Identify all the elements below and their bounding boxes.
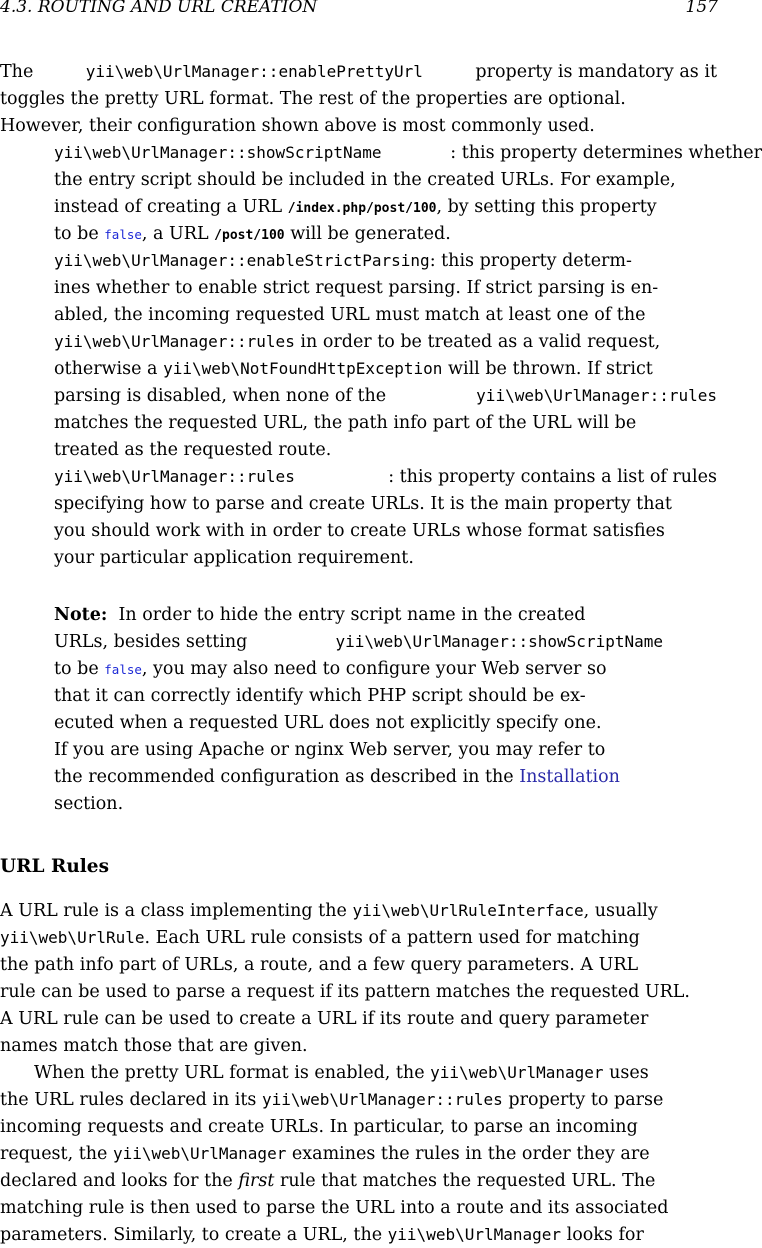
- paragraph-line: declared and looks for the first rule that matches the requested URL. The: [0, 1171, 656, 1191]
- list-item-line: instead of creating a URL /index.php/post/100, by setting this property: [54, 197, 657, 217]
- list-item-line: specifying how to parse and create URLs. It is the main property that: [54, 494, 672, 514]
- paragraph-line: names match those that are given.: [0, 1036, 308, 1056]
- paragraph-line: the URL rules declared in its yii\web\UrlManager::rules property to parse: [0, 1090, 664, 1110]
- list-item-line: matches the requested URL, the path info part of the URL will be: [54, 413, 637, 433]
- list-item-line: otherwise a yii\web\NotFoundHttpException will be thrown. If strict: [54, 359, 653, 379]
- note-line: URLs, besides setting yii\web\UrlManager::showScriptName: [54, 632, 663, 652]
- false-link[interactable]: false: [104, 227, 142, 242]
- list-item-line: you should work with in order to create URLs whose format satisfies: [54, 521, 665, 541]
- paragraph-line: the path info part of URLs, a route, and a few query parameters. A URL: [0, 955, 639, 975]
- list-item-line: the entry script should be included in the created URLs. For example,: [54, 170, 676, 190]
- list-item-line: parsing is disabled, when none of the yii\web\UrlManager::rules: [54, 386, 717, 406]
- paragraph-line: incoming requests and create URLs. In particular, to parse an incoming: [0, 1117, 638, 1137]
- list-item-line: your particular application requirement.: [54, 548, 414, 568]
- section-heading: URL Rules: [0, 856, 109, 877]
- list-item-line: yii\web\UrlManager::rules in order to be treated as a valid request,: [54, 332, 661, 352]
- list-item-line: treated as the requested route.: [54, 440, 332, 460]
- paragraph-line: request, the yii\web\UrlManager examines the rules in the order they are: [0, 1144, 650, 1164]
- paragraph-line: The yii\web\UrlManager::enablePrettyUrl property is mandatory as it: [0, 62, 717, 82]
- note-line: ecuted when a requested URL does not explicitly specify one.: [54, 713, 602, 733]
- installation-link[interactable]: Installation: [519, 767, 620, 787]
- paragraph-line: yii\web\UrlRule. Each URL rule consists of a pattern used for matching: [0, 928, 640, 948]
- list-item-line: yii\web\UrlManager::enableStrictParsing: this property determ-: [54, 251, 632, 271]
- note-line: If you are using Apache or nginx Web server, you may refer to: [54, 740, 606, 760]
- note-line: the recommended configuration as described in the Installation: [54, 767, 620, 787]
- paragraph-line: toggles the pretty URL format. The rest of the properties are optional.: [0, 89, 626, 109]
- paragraph-line: When the pretty URL format is enabled, the yii\web\UrlManager uses: [34, 1063, 649, 1083]
- note-line: to be false, you may also need to configure your Web server so: [54, 659, 607, 679]
- paragraph-line: However, their configuration shown above is most commonly used.: [0, 116, 595, 136]
- list-item-line: yii\web\UrlManager::showScriptName : this property determines whether: [54, 143, 762, 163]
- false-link[interactable]: false: [104, 662, 142, 677]
- list-item-line: yii\web\UrlManager::rules : this property contains a list of rules: [54, 467, 717, 487]
- list-item-line: to be false, a URL /post/100 will be generated.: [54, 224, 451, 244]
- paragraph-line: matching rule is then used to parse the URL into a route and its associated: [0, 1198, 669, 1218]
- running-header: [0, 0, 718, 21]
- paragraph-line: parameters. Similarly, to create a URL, the yii\web\UrlManager looks for: [0, 1225, 644, 1245]
- list-item-line: ines whether to enable strict request parsing. If strict parsing is en-: [54, 278, 659, 298]
- note-label: Note:: [54, 605, 108, 625]
- note-line: Note: In order to hide the entry script name in the created: [54, 605, 586, 625]
- page-number: 157: [685, 0, 718, 17]
- running-header-title: 4.3. ROUTING AND URL CREATION: [0, 0, 318, 17]
- note-line: that it can correctly identify which PHP script should be ex-: [54, 686, 586, 706]
- list-item-line: abled, the incoming requested URL must match at least one of the: [54, 305, 646, 325]
- paragraph-line: rule can be used to parse a request if its pattern matches the requested URL.: [0, 982, 690, 1002]
- paragraph-line: A URL rule can be used to create a URL if its route and query parameter: [0, 1009, 649, 1029]
- paragraph-line: A URL rule is a class implementing the yii\web\UrlRuleInterface, usually: [0, 901, 658, 921]
- note-line: section.: [54, 794, 124, 814]
